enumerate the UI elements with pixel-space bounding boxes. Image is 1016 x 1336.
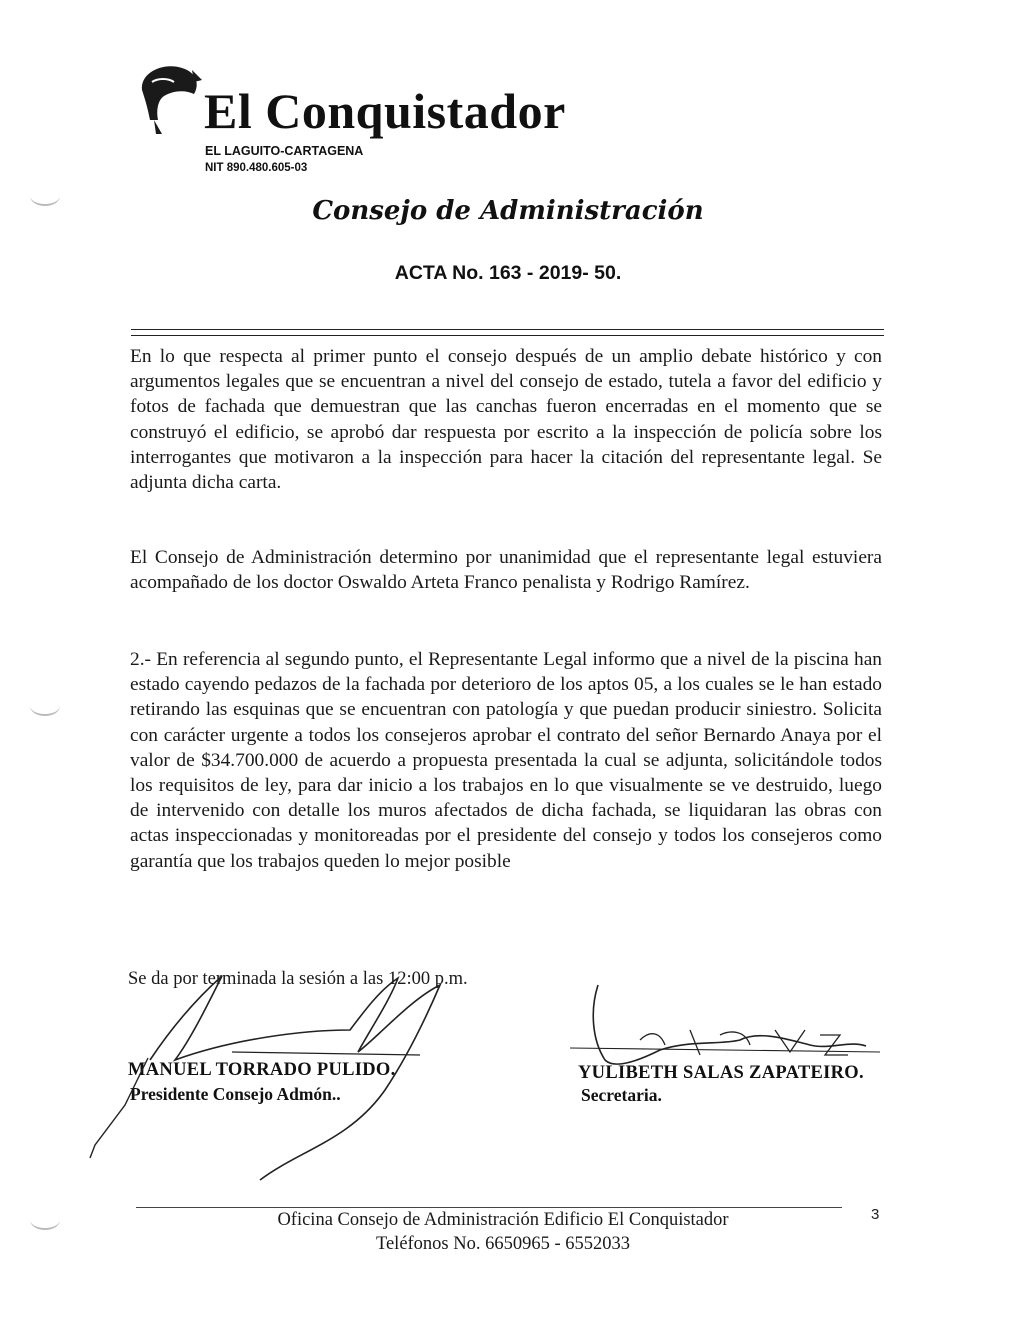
council-heading: Consejo de Administración [312,196,704,226]
nit-line: NIT 890.480.605-03 [205,162,308,174]
paragraph-second-point: 2.- En referencia al segundo punto, el Representante Legal informo que a nivel de la piscina han estado cayendo pedazos de la fachada por deterioro de los aptos 05, a los cuales se le han estado retirando las esquinas que se encuentran con patología y que puedan producir siniestro. Solicita con carácter urgente a todos los consejeros aprobar el contrato del señor Bernardo Anaya por el valor de $34.700.000 de acuerdo a propuesta presentada la cual se adjunta, solicitándole todos los requisitos de ley, para dar inicio a los trabajos en lo que visualmente se ve destruido, luego de intervenido con detalle los muros afectados de dicha fachada, se liquidaran las obras con actas inspeccionadas y monitoreadas por el presidente del consejo y todos los consejeros como garantía que los trabajos queden lo mejor posible [130,649,882,872]
footer-divider [136,1207,842,1208]
brand-title: El Conquistador [204,83,566,139]
binder-hole-mark [30,186,60,206]
president-role: Presidente Consejo Admón.. [130,1084,341,1104]
conquistador-helmet-logo [134,60,204,140]
secretary-role: Secretaria. [581,1085,662,1105]
location-line: EL LAGUITO-CARTAGENA [205,144,364,158]
secretary-name: YULIBETH SALAS ZAPATEIRO. [578,1063,864,1083]
secretary-signature [593,985,866,1064]
acta-number: ACTA No. 163 - 2019- 50. [394,262,622,284]
footer-office: Oficina Consejo de Administración Edificio El Conquistador [277,1210,729,1230]
binder-hole-mark [30,696,60,716]
closing-line: Se da por terminada la sesión a las 12:00 p.m. [128,969,468,989]
footer-phones: Teléfonos No. 6650965 - 6552033 [375,1234,631,1254]
header-divider-top [131,329,884,330]
paragraph-legal-representation: El Consejo de Administración determino por unanimidad que el representante legal estuviera acompañado de los doctor Oswaldo Arteta Franco penalista y Rodrigo Ramírez. [130,547,882,594]
page-number: 3 [871,1206,880,1223]
binder-hole-mark [30,1210,60,1230]
paragraph-first-point: En lo que respecta al primer punto el consejo después de un amplio debate histórico y con argumentos legales que se encuentran a nivel del consejo de estado, tutela a favor del edificio y fotos de fachada que demuestran que las canchas fueron encerradas en el momento que se construyó el edificio, se aprobó dar respuesta por escrito a la inspección de policía sobre los interrogantes que motivaron a la inspección para hacer la citación del representante legal. Se adjunta dicha carta. [130,346,882,494]
header-divider-bottom [131,335,884,336]
president-name: MANUEL TORRADO PULIDO. [128,1060,396,1080]
